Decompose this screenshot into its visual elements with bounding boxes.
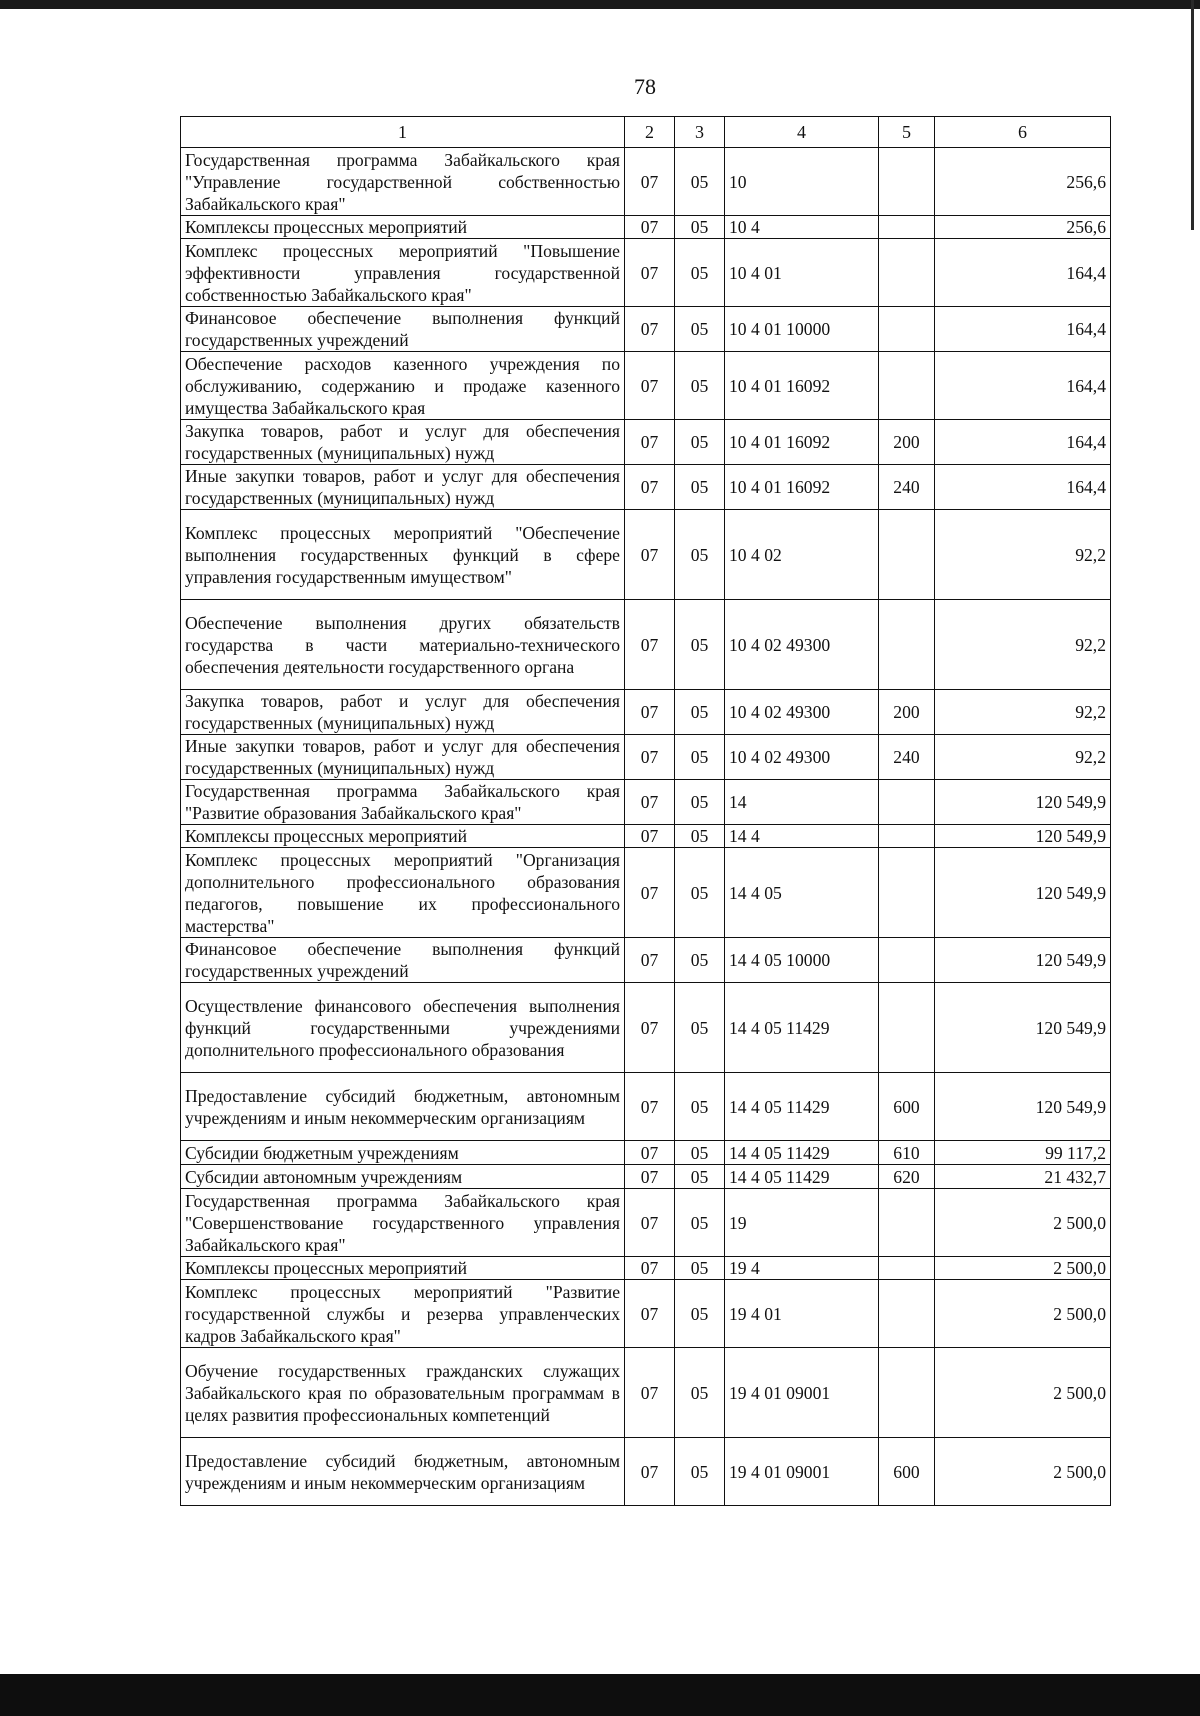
column-header-6: 6 (935, 117, 1111, 148)
row-name: Закупка товаров, работ и услуг для обеспечения государственных (муниципальных) нужд (181, 420, 625, 465)
column-header-3: 3 (675, 117, 725, 148)
row-name: Иные закупки товаров, работ и услуг для обеспечения государственных (муниципальных) нужд (181, 465, 625, 510)
row-expense-type (879, 1257, 935, 1280)
table-row (181, 690, 1111, 735)
row-target-article: 14 4 05 11429 (725, 983, 879, 1073)
row-expense-type (879, 938, 935, 983)
scan-edge-right (1191, 0, 1194, 230)
row-section: 07 (625, 600, 675, 690)
row-target-article: 10 4 02 49300 (725, 735, 879, 780)
row-amount: 164,4 (935, 420, 1111, 465)
row-target-article: 14 (725, 780, 879, 825)
row-subsection: 05 (675, 239, 725, 307)
row-section: 07 (625, 352, 675, 420)
row-expense-type (879, 600, 935, 690)
row-expense-type (879, 848, 935, 938)
row-expense-type: 200 (879, 690, 935, 735)
row-subsection: 05 (675, 1280, 725, 1348)
table-row (181, 307, 1111, 352)
scan-edge-bottom (0, 1674, 1200, 1716)
row-amount: 21 432,7 (935, 1165, 1111, 1189)
row-name: Комплексы процессных мероприятий (181, 825, 625, 848)
row-amount: 164,4 (935, 465, 1111, 510)
table-row (181, 1141, 1111, 1165)
row-amount: 99 117,2 (935, 1141, 1111, 1165)
row-section: 07 (625, 1280, 675, 1348)
row-amount: 120 549,9 (935, 938, 1111, 983)
row-target-article: 10 4 01 10000 (725, 307, 879, 352)
row-target-article: 10 4 02 49300 (725, 690, 879, 735)
row-expense-type: 240 (879, 465, 935, 510)
row-amount: 120 549,9 (935, 983, 1111, 1073)
row-name: Предоставление субсидий бюджетным, автономным учреждениям и иным некоммерческим организациям (181, 1073, 625, 1141)
row-name: Комплекс процессных мероприятий "Развитие государственной службы и резерва управленческих кадров Забайкальского края" (181, 1280, 625, 1348)
row-subsection: 05 (675, 983, 725, 1073)
row-name: Субсидии автономным учреждениям (181, 1165, 625, 1189)
row-name: Обучение государственных гражданских служащих Забайкальского края по образовательным программам в целях развития профессиональных компетенций (181, 1348, 625, 1438)
table-row (181, 825, 1111, 848)
row-amount: 92,2 (935, 600, 1111, 690)
row-name: Обеспечение расходов казенного учреждения по обслуживанию, содержанию и продаже казенного имущества Забайкальского края (181, 352, 625, 420)
row-subsection: 05 (675, 216, 725, 239)
row-amount: 120 549,9 (935, 780, 1111, 825)
row-expense-type: 200 (879, 420, 935, 465)
table-row (181, 1073, 1111, 1141)
row-name: Государственная программа Забайкальского края "Управление государственной собственностью Забайкальского края" (181, 148, 625, 216)
column-header-1: 1 (181, 117, 625, 148)
row-amount: 164,4 (935, 307, 1111, 352)
row-section: 07 (625, 1348, 675, 1438)
row-amount: 120 549,9 (935, 1073, 1111, 1141)
row-section: 07 (625, 239, 675, 307)
row-section: 07 (625, 1165, 675, 1189)
row-expense-type (879, 1280, 935, 1348)
row-amount: 92,2 (935, 735, 1111, 780)
row-amount: 2 500,0 (935, 1348, 1111, 1438)
row-expense-type: 240 (879, 735, 935, 780)
row-name: Комплекс процессных мероприятий "Обеспечение выполнения государственных функций в сфере управления государственным имуществом" (181, 510, 625, 600)
row-section: 07 (625, 938, 675, 983)
row-name: Финансовое обеспечение выполнения функций государственных учреждений (181, 938, 625, 983)
row-amount: 2 500,0 (935, 1438, 1111, 1506)
row-target-article: 10 4 01 16092 (725, 352, 879, 420)
table-row (181, 600, 1111, 690)
row-section: 07 (625, 780, 675, 825)
row-section: 07 (625, 307, 675, 352)
row-amount: 164,4 (935, 239, 1111, 307)
row-target-article: 14 4 (725, 825, 879, 848)
row-section: 07 (625, 1141, 675, 1165)
row-target-article: 10 4 (725, 216, 879, 239)
row-target-article: 10 4 02 (725, 510, 879, 600)
row-name: Обеспечение выполнения других обязательств государства в части материально-технического обеспечения деятельности государственного органа (181, 600, 625, 690)
row-target-article: 19 4 01 09001 (725, 1348, 879, 1438)
row-expense-type (879, 307, 935, 352)
row-name: Государственная программа Забайкальского края "Развитие образования Забайкальского края" (181, 780, 625, 825)
row-section: 07 (625, 1438, 675, 1506)
row-subsection: 05 (675, 690, 725, 735)
row-section: 07 (625, 848, 675, 938)
row-amount: 2 500,0 (935, 1257, 1111, 1280)
row-amount: 256,6 (935, 216, 1111, 239)
row-target-article: 19 4 01 09001 (725, 1438, 879, 1506)
row-target-article: 10 4 02 49300 (725, 600, 879, 690)
row-name: Осуществление финансового обеспечения выполнения функций государственными учреждениями дополнительного профессионального образования (181, 983, 625, 1073)
row-subsection: 05 (675, 780, 725, 825)
row-name: Субсидии бюджетным учреждениям (181, 1141, 625, 1165)
row-target-article: 14 4 05 11429 (725, 1073, 879, 1141)
header-row (181, 117, 1111, 148)
table-row (181, 780, 1111, 825)
row-section: 07 (625, 465, 675, 510)
row-expense-type (879, 239, 935, 307)
row-amount: 92,2 (935, 510, 1111, 600)
table-row (181, 848, 1111, 938)
row-amount: 120 549,9 (935, 825, 1111, 848)
row-subsection: 05 (675, 510, 725, 600)
row-name: Предоставление субсидий бюджетным, автономным учреждениям и иным некоммерческим организациям (181, 1438, 625, 1506)
row-subsection: 05 (675, 938, 725, 983)
table-row (181, 510, 1111, 600)
table-row (181, 1280, 1111, 1348)
row-target-article: 10 4 01 16092 (725, 465, 879, 510)
row-name: Государственная программа Забайкальского края "Совершенствование государственного управления Забайкальского края" (181, 1189, 625, 1257)
row-expense-type (879, 1189, 935, 1257)
table-row (181, 983, 1111, 1073)
page-number-text: 78 (634, 74, 656, 99)
row-expense-type (879, 983, 935, 1073)
row-target-article: 10 4 01 16092 (725, 420, 879, 465)
row-subsection: 05 (675, 848, 725, 938)
row-amount: 2 500,0 (935, 1189, 1111, 1257)
row-target-article: 14 4 05 11429 (725, 1141, 879, 1165)
row-amount: 120 549,9 (935, 848, 1111, 938)
row-target-article: 14 4 05 11429 (725, 1165, 879, 1189)
row-subsection: 05 (675, 1438, 725, 1506)
row-subsection: 05 (675, 1165, 725, 1189)
table-row (181, 1438, 1111, 1506)
row-subsection: 05 (675, 825, 725, 848)
row-expense-type (879, 780, 935, 825)
row-target-article: 10 (725, 148, 879, 216)
row-section: 07 (625, 510, 675, 600)
column-header-5: 5 (879, 117, 935, 148)
row-name: Комплексы процессных мероприятий (181, 1257, 625, 1280)
table-row (181, 465, 1111, 510)
row-name: Иные закупки товаров, работ и услуг для обеспечения государственных (муниципальных) нужд (181, 735, 625, 780)
row-subsection: 05 (675, 420, 725, 465)
row-expense-type: 600 (879, 1438, 935, 1506)
row-expense-type (879, 148, 935, 216)
column-header-2: 2 (625, 117, 675, 148)
row-amount: 256,6 (935, 148, 1111, 216)
row-name: Закупка товаров, работ и услуг для обеспечения государственных (муниципальных) нужд (181, 690, 625, 735)
row-section: 07 (625, 735, 675, 780)
column-header-4: 4 (725, 117, 879, 148)
table-row (181, 1348, 1111, 1438)
row-section: 07 (625, 983, 675, 1073)
table-row (181, 352, 1111, 420)
row-target-article: 19 4 01 (725, 1280, 879, 1348)
row-amount: 2 500,0 (935, 1280, 1111, 1348)
row-subsection: 05 (675, 1257, 725, 1280)
table-row (181, 239, 1111, 307)
row-subsection: 05 (675, 735, 725, 780)
page-number (0, 74, 1200, 100)
row-expense-type (879, 1348, 935, 1438)
row-subsection: 05 (675, 1073, 725, 1141)
row-subsection: 05 (675, 1141, 725, 1165)
table-row (181, 1189, 1111, 1257)
row-expense-type: 620 (879, 1165, 935, 1189)
row-section: 07 (625, 690, 675, 735)
row-section: 07 (625, 216, 675, 239)
row-name: Комплекс процессных мероприятий "Организация дополнительного профессионального образования педагогов, повышение их профессионального мастерства" (181, 848, 625, 938)
table-row (181, 1257, 1111, 1280)
row-expense-type (879, 216, 935, 239)
row-section: 07 (625, 420, 675, 465)
row-section: 07 (625, 1073, 675, 1141)
row-expense-type: 610 (879, 1141, 935, 1165)
row-subsection: 05 (675, 307, 725, 352)
row-subsection: 05 (675, 1189, 725, 1257)
table-row (181, 148, 1111, 216)
budget-table (180, 116, 1111, 1506)
row-target-article: 10 4 01 (725, 239, 879, 307)
row-section: 07 (625, 1257, 675, 1280)
row-name: Комплексы процессных мероприятий (181, 216, 625, 239)
scan-edge-top (0, 0, 1200, 9)
table-row (181, 735, 1111, 780)
table-row (181, 938, 1111, 983)
row-target-article: 14 4 05 10000 (725, 938, 879, 983)
row-amount: 92,2 (935, 690, 1111, 735)
table-row (181, 216, 1111, 239)
row-target-article: 19 (725, 1189, 879, 1257)
row-subsection: 05 (675, 352, 725, 420)
row-subsection: 05 (675, 148, 725, 216)
row-expense-type: 600 (879, 1073, 935, 1141)
table-body (181, 148, 1111, 1506)
table-row (181, 1165, 1111, 1189)
row-expense-type (879, 825, 935, 848)
row-subsection: 05 (675, 1348, 725, 1438)
table-row (181, 420, 1111, 465)
row-subsection: 05 (675, 600, 725, 690)
row-name: Финансовое обеспечение выполнения функций государственных учреждений (181, 307, 625, 352)
row-section: 07 (625, 1189, 675, 1257)
row-section: 07 (625, 825, 675, 848)
row-name: Комплекс процессных мероприятий "Повышение эффективности управления государственной собственностью Забайкальского края" (181, 239, 625, 307)
row-section: 07 (625, 148, 675, 216)
row-expense-type (879, 510, 935, 600)
row-target-article: 14 4 05 (725, 848, 879, 938)
row-target-article: 19 4 (725, 1257, 879, 1280)
row-subsection: 05 (675, 465, 725, 510)
row-amount: 164,4 (935, 352, 1111, 420)
row-expense-type (879, 352, 935, 420)
